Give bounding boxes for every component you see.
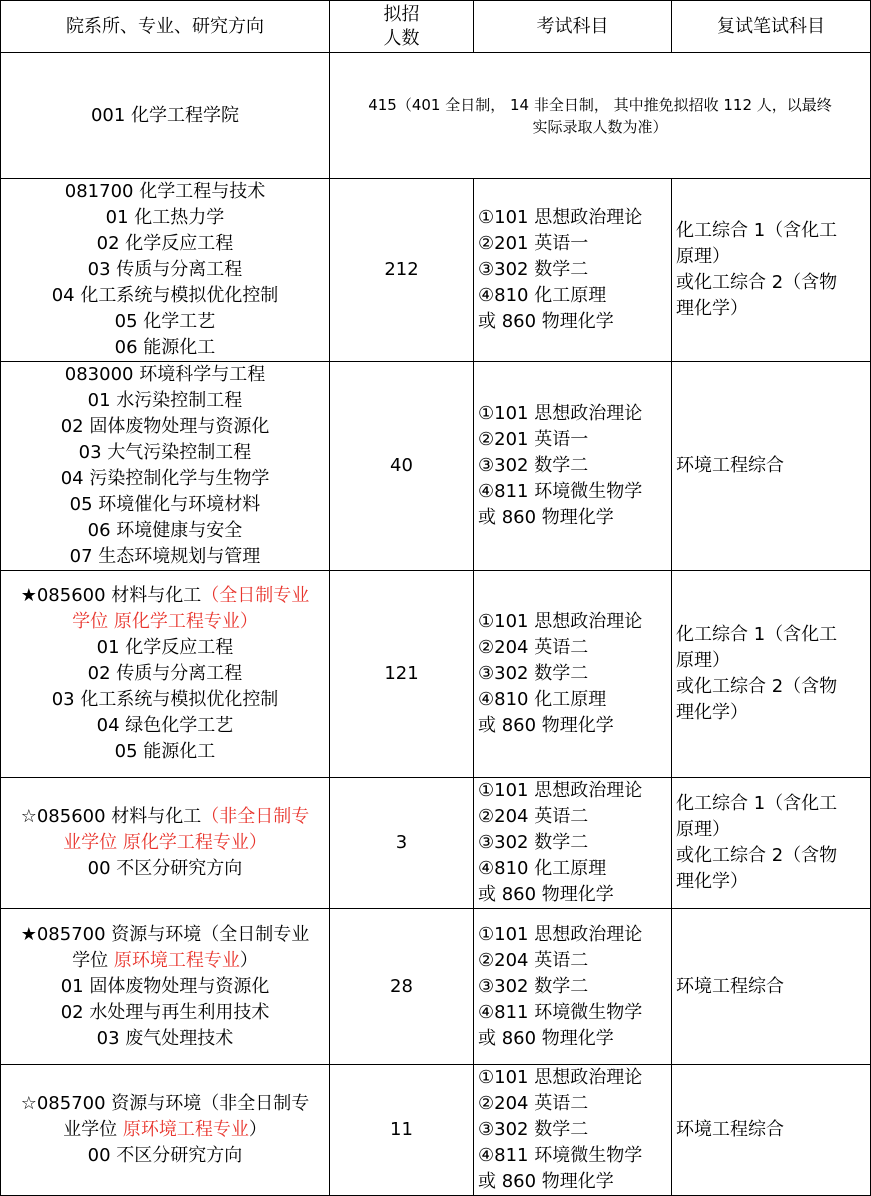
- school-note-line2: 实际录取人数为准）: [532, 117, 668, 136]
- major-title: ★085700 资源与环境（全日制专业: [20, 923, 310, 945]
- direction: 02 化学反应工程: [96, 233, 234, 254]
- major-cell: [1, 778, 330, 909]
- direction: 04 化工系统与模拟优化控制: [51, 285, 279, 306]
- exam-item: 或 860 物理化学: [478, 884, 614, 905]
- exam-item: ④811 环境微生物学: [478, 1001, 643, 1023]
- exam-item: ①101 思想政治理论: [478, 403, 643, 424]
- table-row: [1, 1065, 871, 1196]
- major-title: [1, 583, 329, 609]
- exam-item: ②204 英语二: [478, 1093, 589, 1114]
- exam-item: ①101 思想政治理论: [478, 923, 643, 945]
- retest-item: 原理）: [676, 246, 730, 267]
- retest-item: 或化工综合 2（含物: [676, 676, 838, 697]
- retest-item: 理化学）: [676, 298, 748, 319]
- direction: 02 水处理与再生利用技术: [60, 1001, 270, 1023]
- major-title-text: ☆085600 材料与化工: [20, 806, 202, 827]
- direction: 01 化学反应工程: [96, 637, 234, 658]
- direction: 04 污染控制化学与生物学: [60, 468, 270, 489]
- count-cell: 121: [330, 571, 474, 778]
- retest-cell: [672, 909, 871, 1065]
- major-note-red: （全日制专业: [201, 585, 310, 606]
- direction: 03 大气污染控制工程: [78, 442, 252, 463]
- direction: 06 环境健康与安全: [87, 520, 243, 541]
- exams-cell: [474, 179, 672, 362]
- exam-item: ③302 数学二: [478, 259, 589, 280]
- direction: 03 废气处理技术: [96, 1027, 234, 1049]
- exam-item: ③302 数学二: [478, 455, 589, 476]
- direction: 00 不区分研究方向: [87, 1145, 243, 1166]
- retest-item: 化工综合 1（含化工: [676, 220, 838, 241]
- exams-cell: [474, 1065, 672, 1196]
- exam-item: ②204 英语二: [478, 806, 589, 827]
- direction: 05 环境催化与环境材料: [69, 494, 261, 515]
- school-note-line1: 415（401 全日制， 14 非全日制， 其中推免拟招收 112 人，以最终: [368, 95, 832, 114]
- table-row: [1, 179, 871, 362]
- retest-item: 环境工程综合: [676, 1119, 784, 1140]
- exams-cell: [474, 362, 672, 571]
- exams-cell: [474, 909, 672, 1065]
- school-row: [1, 53, 871, 179]
- direction: 05 化学工艺: [114, 311, 216, 332]
- major-subtitle: [1, 1117, 329, 1143]
- direction: 07 生态环境规划与管理: [69, 546, 261, 567]
- retest-item: 环境工程综合: [676, 455, 784, 476]
- header-retest: 复试笔试科目: [672, 1, 871, 53]
- retest-cell: [672, 1065, 871, 1196]
- retest-item: 理化学）: [676, 702, 748, 723]
- header-major: 院系所、专业、研究方向: [1, 1, 330, 53]
- exam-item: ①101 思想政治理论: [478, 780, 643, 801]
- major-sub-tail: ）: [248, 1119, 267, 1140]
- exam-item: ④811 环境微生物学: [478, 481, 643, 502]
- header-exams: 考试科目: [474, 1, 672, 53]
- table-row: [1, 909, 871, 1065]
- exam-item: 或 860 物理化学: [478, 507, 614, 528]
- retest-item: 化工综合 1（含化工: [676, 793, 838, 814]
- count-cell: 40: [330, 362, 474, 571]
- retest-item: 或化工综合 2（含物: [676, 272, 838, 293]
- major-title: 081700 化学工程与技术: [64, 181, 266, 202]
- header-row: [1, 1, 871, 53]
- school-name: 001 化学工程学院: [1, 53, 330, 179]
- direction: 03 传质与分离工程: [87, 259, 243, 280]
- exam-item: ②201 英语一: [478, 233, 589, 254]
- table-row: [1, 362, 871, 571]
- major-cell: [1, 909, 330, 1065]
- header-count: [330, 1, 474, 53]
- retest-item: 或化工综合 2（含物: [676, 845, 838, 866]
- exam-item: ②204 英语二: [478, 949, 589, 971]
- major-sub-tail: ）: [239, 949, 258, 971]
- retest-item: 化工综合 1（含化工: [676, 624, 838, 645]
- header-count-line2: 人数: [383, 27, 420, 49]
- exam-item: ③302 数学二: [478, 832, 589, 853]
- direction: 06 能源化工: [114, 337, 216, 358]
- count-cell: 28: [330, 909, 474, 1065]
- exam-item: 或 860 物理化学: [478, 1171, 614, 1192]
- major-note-red: 业学位 原化学工程专业）: [63, 832, 267, 853]
- table-row: [1, 778, 871, 909]
- retest-cell: [672, 362, 871, 571]
- exam-item: 或 860 物理化学: [478, 715, 614, 736]
- exam-item: ③302 数学二: [478, 1119, 589, 1140]
- exam-item: ②204 英语二: [478, 637, 589, 658]
- count-cell: 3: [330, 778, 474, 909]
- major-title-text: ★085600 材料与化工: [20, 585, 202, 606]
- retest-item: 原理）: [676, 650, 730, 671]
- exams-cell: [474, 778, 672, 909]
- direction: 01 固体废物处理与资源化: [60, 975, 270, 997]
- exam-item: ④811 环境微生物学: [478, 1145, 643, 1166]
- exam-item: ④810 化工原理: [478, 689, 607, 710]
- retest-item: 环境工程综合: [676, 975, 784, 997]
- exam-item: ③302 数学二: [478, 975, 589, 997]
- major-title: [1, 804, 329, 830]
- major-cell: [1, 179, 330, 362]
- retest-cell: [672, 179, 871, 362]
- direction: 02 传质与分离工程: [87, 663, 243, 684]
- direction: 01 化工热力学: [105, 207, 225, 228]
- major-title: ☆085700 资源与环境（非全日制专: [20, 1093, 310, 1114]
- count-cell: 212: [330, 179, 474, 362]
- school-note: [330, 53, 871, 179]
- exam-item: 或 860 物理化学: [478, 1027, 614, 1049]
- exam-item: ①101 思想政治理论: [478, 207, 643, 228]
- major-note-red: 原环境工程专业: [113, 949, 240, 971]
- major-sub-text: 学位: [72, 949, 114, 971]
- direction: 05 能源化工: [114, 741, 216, 762]
- exam-item: ①101 思想政治理论: [478, 611, 643, 632]
- major-cell: [1, 362, 330, 571]
- direction: 01 水污染控制工程: [87, 390, 243, 411]
- exam-item: ③302 数学二: [478, 663, 589, 684]
- exam-item: 或 860 物理化学: [478, 311, 614, 332]
- exam-item: ①101 思想政治理论: [478, 1067, 643, 1088]
- exam-item: ④810 化工原理: [478, 285, 607, 306]
- retest-cell: [672, 571, 871, 778]
- major-title: 083000 环境科学与工程: [64, 364, 266, 385]
- direction: 04 绿色化学工艺: [96, 715, 234, 736]
- major-note-red: （非全日制专: [201, 806, 310, 827]
- retest-item: 理化学）: [676, 871, 748, 892]
- major-cell: [1, 1065, 330, 1196]
- exam-item: ④810 化工原理: [478, 858, 607, 879]
- major-cell: [1, 571, 330, 778]
- exams-cell: [474, 571, 672, 778]
- direction: 02 固体废物处理与资源化: [60, 416, 270, 437]
- header-count-line1: 拟招: [383, 3, 420, 25]
- direction: 03 化工系统与模拟优化控制: [51, 689, 279, 710]
- exam-item: ②201 英语一: [478, 429, 589, 450]
- major-sub-text: 业学位: [63, 1119, 123, 1140]
- retest-item: 原理）: [676, 819, 730, 840]
- retest-cell: [672, 778, 871, 909]
- major-note-red: 学位 原化学工程专业）: [72, 611, 258, 632]
- major-note-red: 原环境工程专业: [122, 1119, 249, 1140]
- major-subtitle: [1, 948, 329, 974]
- direction: 00 不区分研究方向: [87, 858, 243, 879]
- count-cell: 11: [330, 1065, 474, 1196]
- table-row: [1, 571, 871, 778]
